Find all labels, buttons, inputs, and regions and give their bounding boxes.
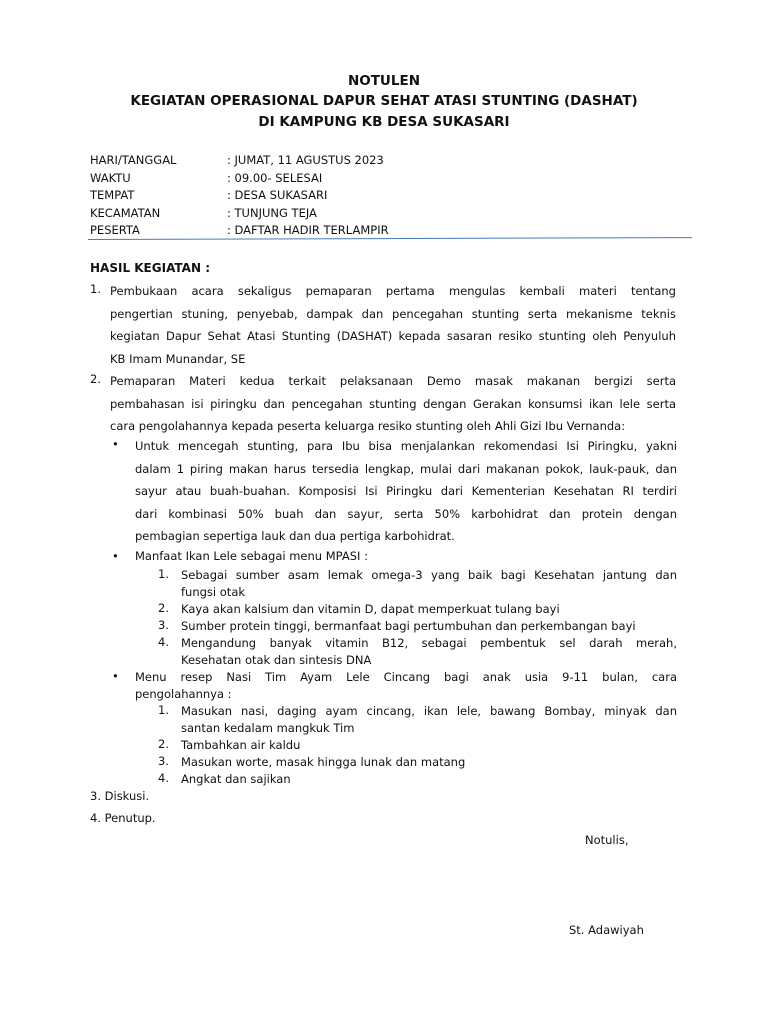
subitem-number: 1. (158, 567, 169, 581)
bullet-marker: • (112, 437, 119, 451)
subitem-number: 2. (158, 601, 169, 615)
result-item-4 (90, 811, 156, 825)
subitem-text (181, 601, 677, 618)
text-line: Tambahkan air kaldu (181, 738, 301, 752)
item-number: 3. (90, 789, 101, 803)
text-line: pengertian stuning, penyebab, dampak dan pencegahan stunting serta mekanisme teknis (110, 306, 676, 321)
doc-subtitle-activity: KEGIATAN OPERASIONAL DAPUR SEHAT ATASI STUNTING (DASHAT) (130, 93, 638, 109)
text-line: dalam 1 piring makan harus tersedia lengkap, mulai dari makanan pokok, lauk-pauk, dan (135, 461, 677, 476)
item-number: 2. (90, 372, 101, 386)
bullet-marker: • (112, 549, 119, 563)
doc-title: NOTULEN (347, 73, 421, 89)
text-line: Pemaparan Materi kedua terkait pelaksanaan Demo masak makanan bergizi serta (110, 374, 676, 388)
subitem-number: 1. (158, 703, 169, 717)
text-line: dari kombinasi 50% buah dan sayur, serta 50% karbohidrat dan protein dengan (135, 506, 677, 521)
item-text: Penutup. (104, 811, 156, 825)
subitem-number: 3. (158, 754, 169, 768)
item-number: 4. (90, 811, 101, 825)
bullet-manfaat-lele: Manfaat Ikan Lele sebagai menu MPASI : (135, 549, 368, 563)
subitem-text (181, 567, 677, 601)
info-row-participants (90, 222, 389, 240)
text-line: Sebagai sumber asam lemak omega-3 yang baik bagi Kesehatan jantung dan (181, 568, 677, 582)
info-value: : DAFTAR HADIR TERLAMPIR (227, 223, 389, 237)
text-line: santan kedalam mangkuk Tim (181, 721, 355, 735)
info-label: KECAMATAN (90, 205, 161, 220)
subitem-number: 4. (158, 635, 169, 649)
bullet-isi-piringku (135, 437, 677, 550)
text-line: Kaya akan kalsium dan vitamin D, dapat memperkuat tulang bayi (181, 602, 560, 616)
info-label: HARI/TANGGAL (90, 153, 177, 167)
subitem-text (181, 703, 677, 737)
info-label: WAKTU (90, 170, 131, 185)
subitem-text (181, 737, 677, 754)
text-line: Masukan worte, masak hingga lunak dan matang (181, 755, 466, 769)
text-line: fungsi otak (181, 585, 246, 599)
subitem-text (181, 754, 677, 771)
text-line: Kesehatan otak dan sintesis DNA (181, 653, 372, 667)
text-line: Untuk mencegah stunting, para Ibu bisa menjalankan rekomendasi Isi Piringku, yakni (135, 439, 677, 453)
info-table (90, 152, 389, 240)
item-text: Diskusi. (104, 789, 150, 803)
subitem-number: 3. (158, 618, 169, 632)
info-value: : 09.00- SELESAI (227, 170, 323, 185)
subitem-text (181, 635, 677, 669)
info-value: : JUMAT, 11 AGUSTUS 2023 (227, 153, 384, 167)
text-line: pembahasan isi piringku dan pencegahan stunting dengan Gerakan konsumsi ikan lele serta (110, 396, 676, 411)
item-text (110, 372, 676, 440)
signature-label: Notulis, (585, 833, 629, 847)
info-label: TEMPAT (90, 188, 135, 202)
subitem-text (181, 618, 677, 635)
text-line: sayur atau buah-buahan. Komposisi Isi Piringku dari Kementerian Kesehatan RI terdiri (135, 484, 677, 498)
info-value: : DESA SUKASARI (227, 188, 328, 202)
text-line: pembagian sepertiga lauk dan dua pertiga karbohidrat. (135, 529, 455, 543)
text-line: Mengandung banyak vitamin B12, sebagai pembentuk sel darah merah, (181, 636, 677, 650)
item-number: 1. (90, 282, 101, 296)
info-row-date (90, 152, 389, 170)
text-line: pengolahannya : (135, 687, 232, 701)
info-row-place (90, 187, 389, 205)
info-row-district (90, 205, 389, 223)
info-label: PESERTA (90, 223, 140, 237)
result-item-3 (90, 789, 149, 803)
doc-subtitle-location: DI KAMPUNG KB DESA SUKASARI (258, 114, 510, 130)
text-line: Pembukaan acara sekaligus pemaparan pertama mengulas kembali materi tentang (110, 284, 676, 298)
subitem-text (181, 771, 677, 788)
signature-name: St. Adawiyah (569, 923, 644, 937)
text-line: Sumber protein tinggi, bermanfaat bagi pertumbuhan dan perkembangan bayi (181, 619, 636, 633)
text-line: Masukan nasi, daging ayam cincang, ikan lele, bawang Bombay, minyak dan (181, 704, 677, 718)
bullet-resep-nasi-tim (135, 669, 677, 703)
text-line: Angkat dan sajikan (181, 772, 291, 786)
results-heading: HASIL KEGIATAN : (90, 261, 210, 275)
subitem-number: 4. (158, 771, 169, 785)
item-text (110, 282, 676, 372)
subitem-number: 2. (158, 737, 169, 751)
bullet-marker: • (112, 669, 119, 683)
text-line: Menu resep Nasi Tim Ayam Lele Cincang bagi anak usia 9-11 bulan, cara (135, 670, 677, 684)
text-line: KB Imam Munandar, SE (110, 351, 246, 366)
text-line: cara pengolahannya kepada peserta keluarga resiko stunting oleh Ahli Gizi Ibu Vernanda: (110, 419, 626, 433)
info-row-time (90, 170, 389, 188)
text-line: kegiatan Dapur Sehat Atasi Stunting (DASHAT) kepada sasaran resiko stunting oleh Penyuluh (110, 329, 676, 343)
info-value: : TUNJUNG TEJA (227, 205, 317, 220)
